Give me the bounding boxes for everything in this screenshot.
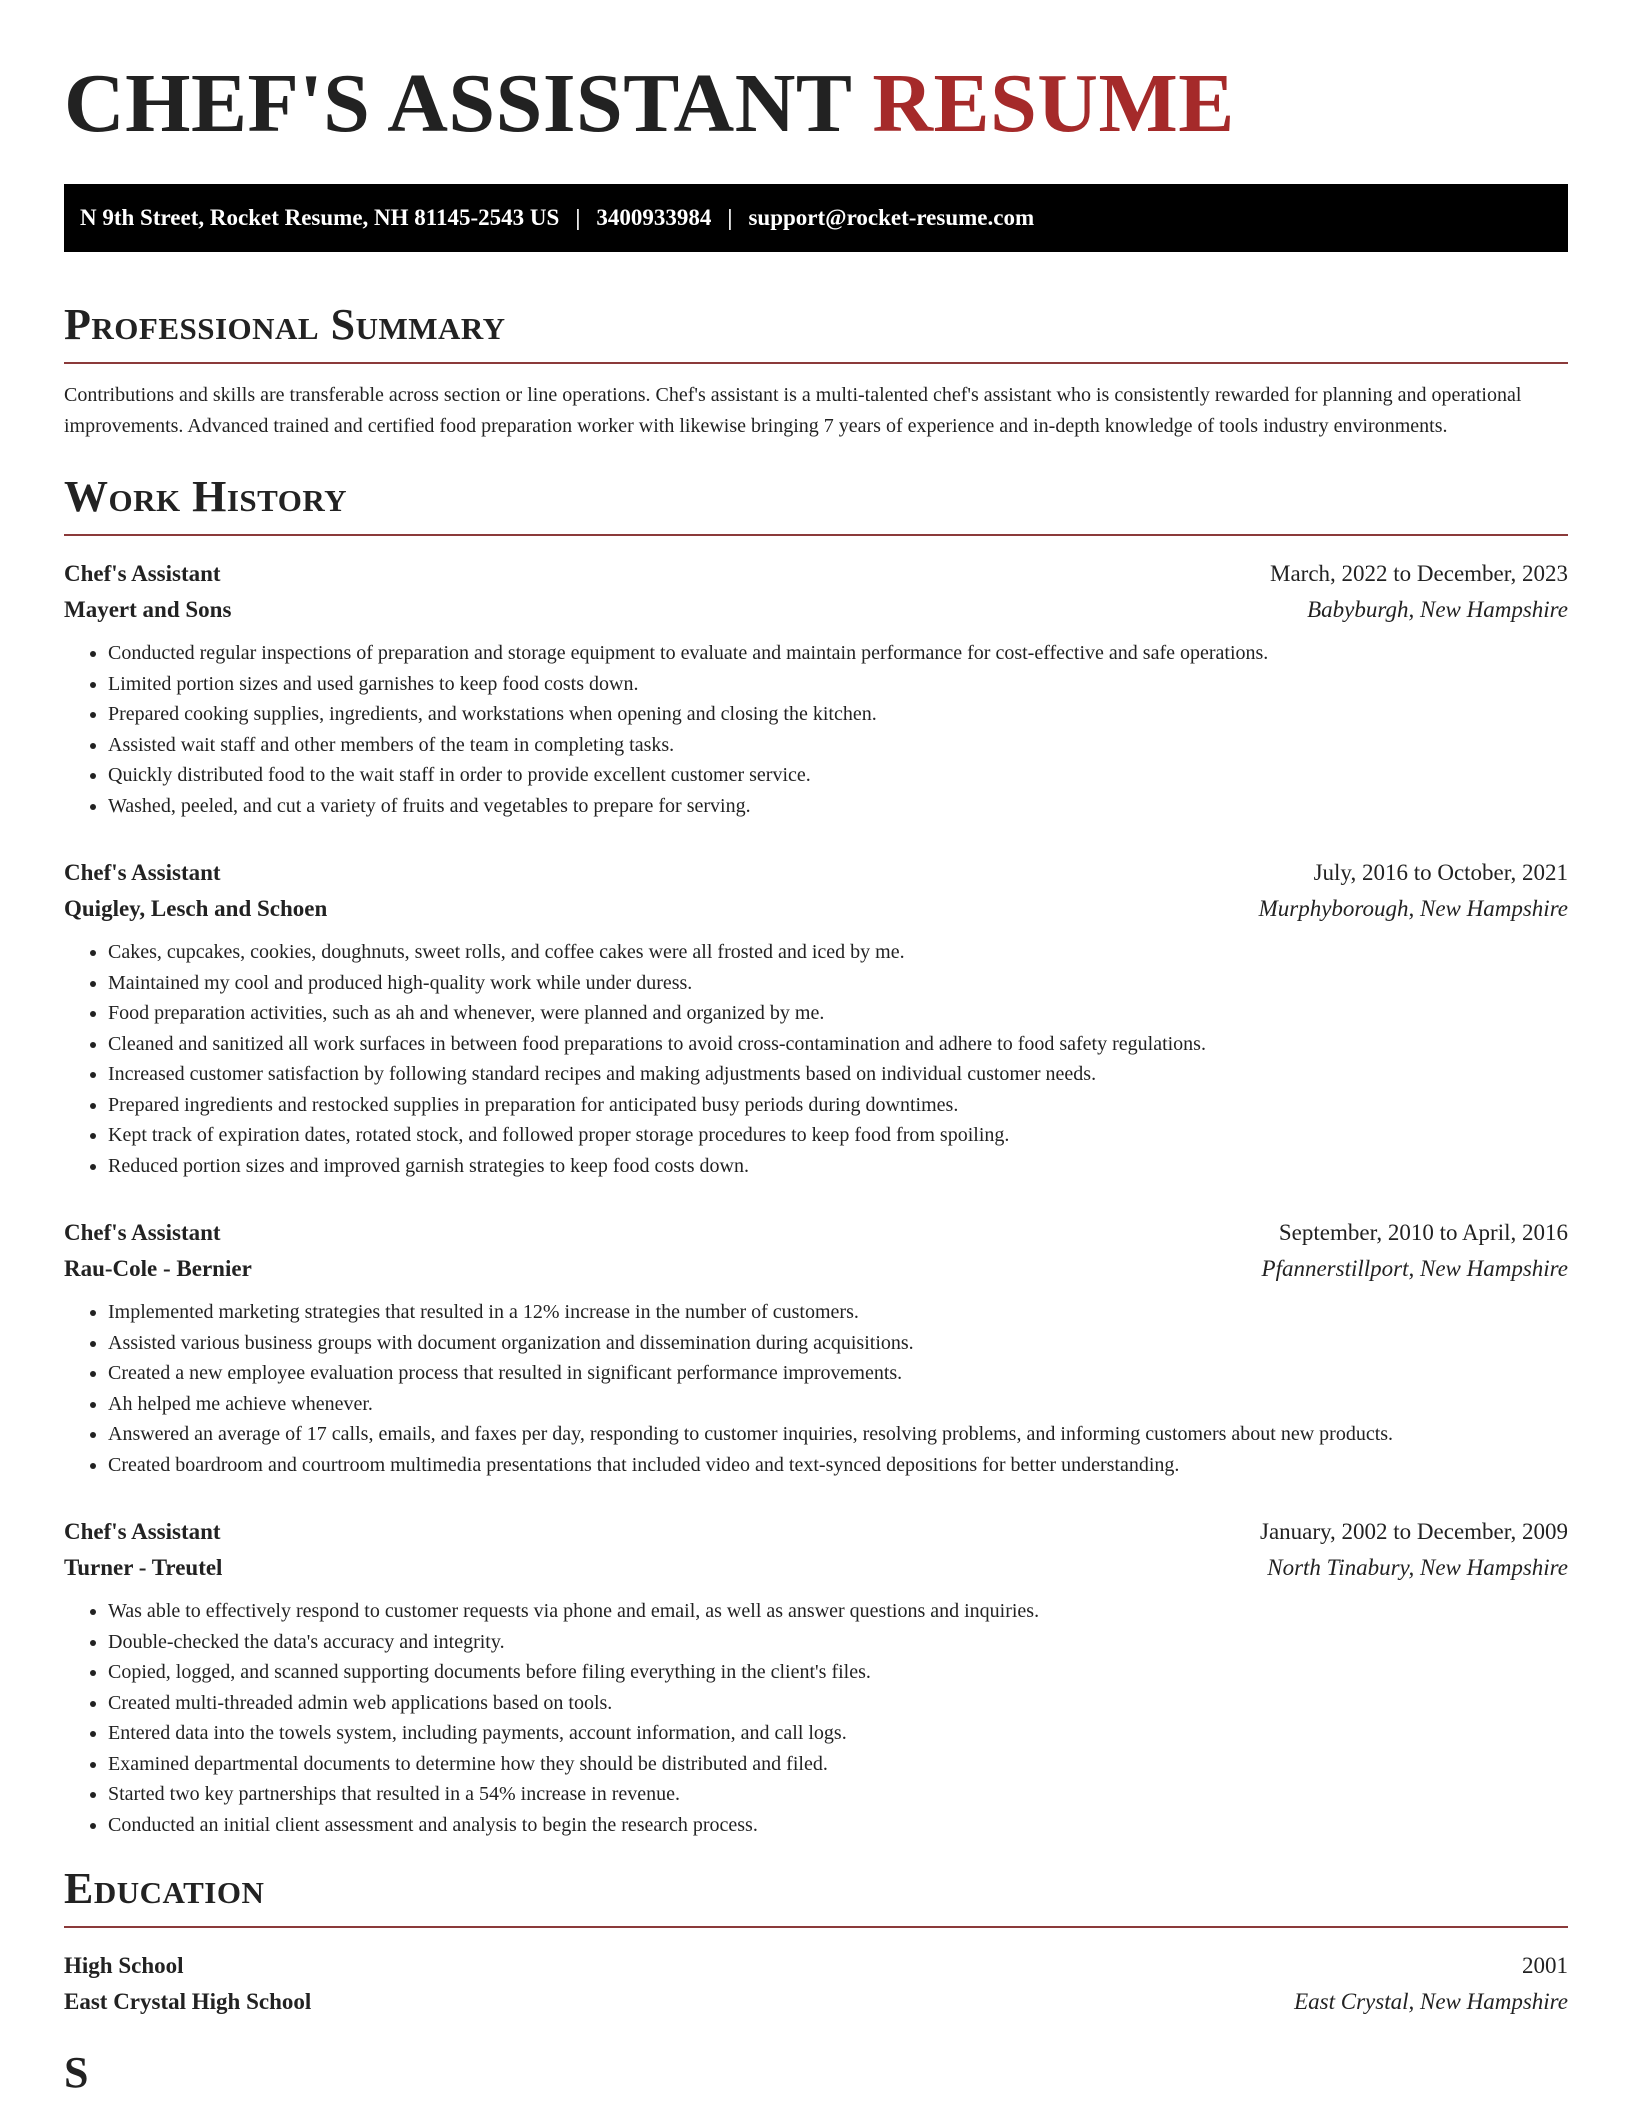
job-dates: January, 2002 to December, 2009 <box>1260 1519 1568 1544</box>
job-bullet-list <box>64 1596 1568 1840</box>
job-company: Quigley, Lesch and Schoen <box>64 896 328 921</box>
job-bullet: • Limited portion sizes and used garnishes to keep food costs down. <box>108 669 1568 700</box>
job-bullet: • Reduced portion sizes and improved garnish strategies to keep food costs down. <box>108 1151 1568 1182</box>
job-dates: March, 2022 to December, 2023 <box>1270 561 1568 586</box>
section-divider <box>64 362 1568 364</box>
job-bullet: • Ah helped me achieve whenever. <box>108 1389 1568 1420</box>
job-bullet: • Created a new employee evaluation process that resulted in significant performance improvements. <box>108 1358 1568 1389</box>
job-bullet: • Assisted wait staff and other members of the team in completing tasks. <box>108 730 1568 761</box>
education-school: East Crystal High School <box>64 1989 312 2014</box>
job-bullet: • Double-checked the data's accuracy and integrity. <box>108 1627 1568 1658</box>
job-bullet: • Cleaned and sanitized all work surfaces in between food preparations to avoid cross-contamination and adhere to food safety regulations. <box>108 1029 1568 1060</box>
job-bullet: • Copied, logged, and scanned supporting documents before filing everything in the client's files. <box>108 1657 1568 1688</box>
contact-separator: | <box>727 205 733 230</box>
job-bullet: • Conducted an initial client assessment and analysis to begin the research process. <box>108 1810 1568 1841</box>
job-title: Chef's Assistant <box>64 860 221 885</box>
job-bullet: • Was able to effectively respond to customer requests via phone and email, as well as answer questions and inquiries. <box>108 1596 1568 1627</box>
job-title: Chef's Assistant <box>64 1519 221 1544</box>
job-entry <box>64 855 1568 1181</box>
job-bullet: • Food preparation activities, such as ah and whenever, were planned and organized by me. <box>108 998 1568 1029</box>
job-bullet: • Entered data into the towels system, including payments, account information, and call logs. <box>108 1718 1568 1749</box>
title-accent: RESUME <box>872 57 1235 150</box>
job-company: Turner - Treutel <box>64 1555 223 1580</box>
job-location: Pfannerstillport, New Hampshire <box>1261 1256 1568 1281</box>
contact-phone: 3400933984 <box>596 205 712 230</box>
job-dates: July, 2016 to October, 2021 <box>1313 860 1568 885</box>
contact-separator: | <box>575 205 581 230</box>
work-history-heading: Work History <box>64 472 348 521</box>
resume-title <box>64 56 1568 152</box>
education-entry <box>64 1948 1568 2020</box>
job-bullet: • Maintained my cool and produced high-quality work while under duress. <box>108 968 1568 999</box>
job-bullet: • Prepared cooking supplies, ingredients, and workstations when opening and closing the kitchen. <box>108 699 1568 730</box>
job-bullet: • Increased customer satisfaction by following standard recipes and making adjustments based on individual customer needs. <box>108 1059 1568 1090</box>
section-divider <box>64 1926 1568 1928</box>
education-year: 2001 <box>1522 1953 1568 1978</box>
job-location: North Tinabury, New Hampshire <box>1267 1555 1568 1580</box>
next-section-heading: S <box>64 2048 89 2097</box>
section-divider <box>64 534 1568 536</box>
job-dates: September, 2010 to April, 2016 <box>1278 1220 1568 1245</box>
job-location: Babyburgh, New Hampshire <box>1307 597 1568 622</box>
contact-bar <box>64 184 1568 252</box>
job-bullet: • Answered an average of 17 calls, emails, and faxes per day, responding to customer inquiries, resolving problems, and informing customers about new products. <box>108 1419 1568 1450</box>
job-bullet-list <box>64 638 1568 821</box>
job-company: Mayert and Sons <box>64 597 232 622</box>
education-degree: High School <box>64 1953 184 1978</box>
job-bullet: • Created multi-threaded admin web applications based on tools. <box>108 1688 1568 1719</box>
job-title: Chef's Assistant <box>64 1220 221 1245</box>
job-title: Chef's Assistant <box>64 561 221 586</box>
job-entry <box>64 1215 1568 1480</box>
job-bullet: • Prepared ingredients and restocked supplies in preparation for anticipated busy periods during downtimes. <box>108 1090 1568 1121</box>
job-entry <box>64 556 1568 821</box>
job-bullet: • Implemented marketing strategies that resulted in a 12% increase in the number of customers. <box>108 1297 1568 1328</box>
job-bullet: • Created boardroom and courtroom multimedia presentations that included video and text-synced depositions for better understanding. <box>108 1450 1568 1481</box>
job-bullet: • Quickly distributed food to the wait staff in order to provide excellent customer service. <box>108 760 1568 791</box>
job-bullet: • Washed, peeled, and cut a variety of fruits and vegetables to prepare for serving. <box>108 791 1568 822</box>
job-location: Murphyborough, New Hampshire <box>1258 896 1568 921</box>
job-bullet: • Started two key partnerships that resulted in a 54% increase in revenue. <box>108 1779 1568 1810</box>
education-location: East Crystal, New Hampshire <box>1294 1989 1568 2014</box>
job-bullet: • Kept track of expiration dates, rotated stock, and followed proper storage procedures to keep food from spoiling. <box>108 1120 1568 1151</box>
summary-heading: Professional Summary <box>64 300 506 349</box>
job-bullet-list <box>64 937 1568 1181</box>
summary-text: Contributions and skills are transferable across section or line operations. Chef's assistant is a multi-talented chef's assistant who is consistently rewarded for planning and operational improvements. Advanced trained and certified food preparation worker with likewise bringing 7 years of experience and in-depth knowledge of tools industry environments. <box>64 384 1522 437</box>
contact-address: N 9th Street, Rocket Resume, NH 81145-2543 US <box>80 205 560 230</box>
contact-email: support@rocket-resume.com <box>748 205 1035 230</box>
job-bullet: • Conducted regular inspections of preparation and storage equipment to evaluate and maintain performance for cost-effective and safe operations. <box>108 638 1568 669</box>
education-heading: Education <box>64 1864 265 1913</box>
job-bullet: • Cakes, cupcakes, cookies, doughnuts, sweet rolls, and coffee cakes were all frosted and iced by me. <box>108 937 1568 968</box>
work-history-list <box>64 556 1568 1840</box>
job-bullet: • Assisted various business groups with document organization and dissemination during acquisitions. <box>108 1328 1568 1359</box>
title-main: CHEF'S ASSISTANT <box>64 57 851 150</box>
job-bullet-list <box>64 1297 1568 1480</box>
job-entry <box>64 1514 1568 1840</box>
job-bullet: • Examined departmental documents to determine how they should be distributed and filed. <box>108 1749 1568 1780</box>
job-company: Rau-Cole - Bernier <box>64 1256 252 1281</box>
